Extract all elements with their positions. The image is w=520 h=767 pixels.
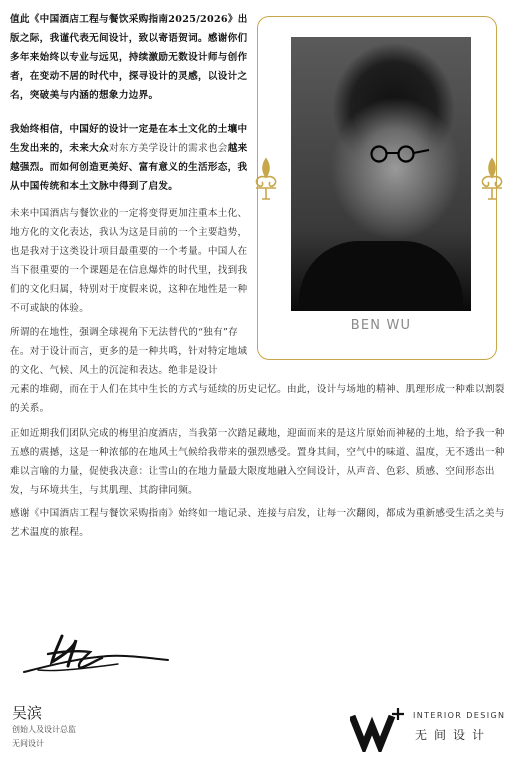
- signoff-company: 无间设计: [12, 739, 44, 748]
- fleur-ornament-right-icon: [478, 155, 506, 205]
- portrait-photo: [291, 37, 471, 311]
- signoff-name: 吴滨: [12, 704, 43, 722]
- logo-english: INTERIOR DESIGN: [413, 711, 506, 720]
- portrait-shoulders: [299, 241, 463, 311]
- signoff-title: 创始人及设计总监: [12, 725, 76, 734]
- paragraph-locality-cont: 元素的堆砌，而在于人们在其中生长的方式与延续的历史记忆。由此，设计与场地的精神、肌理形成一种难以割裂的关系。: [10, 384, 505, 414]
- paragraph-trend: 未来中国酒店与餐饮业的一定将变得更加注重本土化、地方化的文化表达，我认为这是目前的一个主要趋势，也是我对于这类设计项目最重要的一个考量。中国人在当下很重要的一个课题是在信息爆炸的时代里，找到我们的文化归属，特别对于度假来说，这种在地性是一种不可或缺的体验。: [10, 208, 248, 314]
- paragraph-intro: 值此《中国酒店工程与餐饮采购指南2025/2026》出版之际，我谨代表无间设计，致以寄语贺词。感谢你们多年来始终以专业与远见，持续激励无数设计师与创作者，在变动不居的时代中，探寻设计的灵感，以设计之名，突破美与内涵的想象力边界。: [10, 14, 248, 101]
- paragraph-project: 正如近期我们团队完成的梅里泊度酒店，当我第一次踏足藏地，迎面而来的是这片原始而神秘的土地，给予我一种五感的震撼，这是一种浓郁的在地风土气候给我带来的强烈感受。置身其间，空气中的味道、温度，无不透出一种难以言喻的力量，促使我决意：让雪山的在地力量最大限度地融入空间设计，从声音、色彩、质感、空间形态出发，与环境共生，与其肌理、其韵律同频。: [10, 428, 505, 496]
- logo-chinese: 无间设计: [415, 728, 492, 742]
- paragraph-thanks: 感谢《中国酒店工程与餐饮采购指南》始终如一地记录、连接与启发，让每一次翻阅，都成为重新感受生活之美与艺术温度的旅程。: [10, 508, 505, 538]
- fleur-ornament-left-icon: [252, 155, 280, 205]
- portrait-caption: BEN WU: [350, 318, 412, 333]
- glasses-icon: [361, 145, 431, 163]
- handwritten-signature: [18, 628, 178, 678]
- paragraph-belief: 我始终相信，中国好的设计一定是在本土文化的土壤中生发出来的，未来大众对东方美学设计的需求也会越来越强烈。而如何创造更美好、富有意义的生活形态，我从中国传统和本土文脉中得到了启发。: [10, 124, 248, 192]
- paragraph-locality: 所谓的在地性，强调全球视角下无法替代的“独有”存在。对于设计而言，更多的是一种共鸣，针对特定地域的文化、气候、风土的沉淀和表达。绝非是设计: [10, 327, 248, 376]
- company-logo: [350, 706, 408, 752]
